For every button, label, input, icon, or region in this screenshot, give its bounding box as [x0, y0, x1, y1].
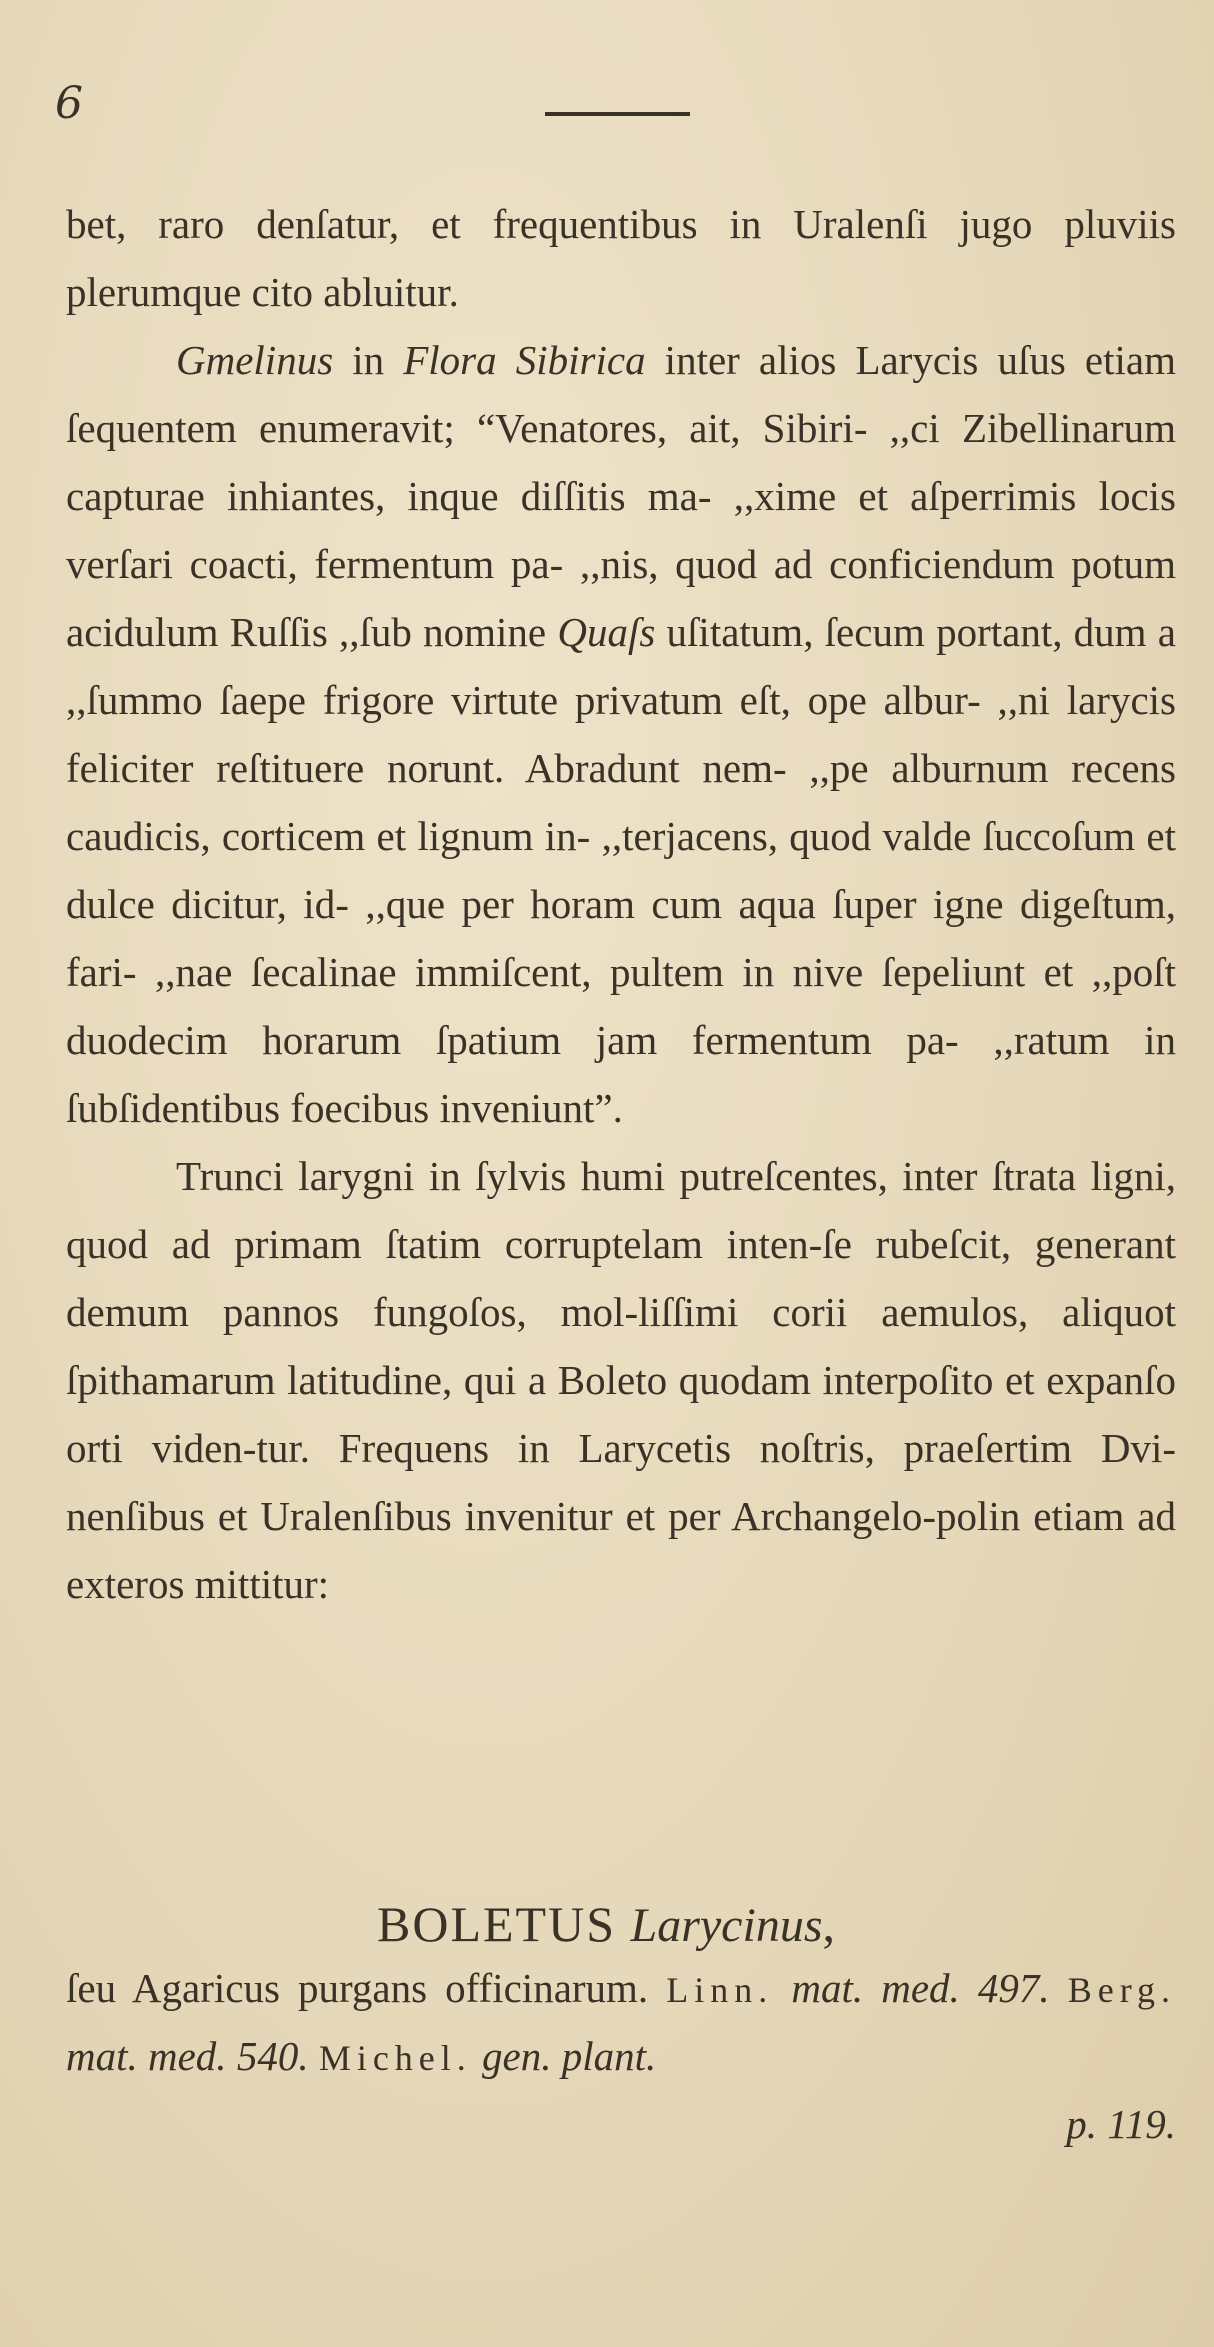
heading-comma: , — [822, 1896, 837, 1952]
reference: mat. med. — [66, 2033, 227, 2079]
text-run: ſeu Agaricus purgans officinarum. — [66, 1965, 649, 2011]
quote-line: ,,terjacens, quod valde ſuccoſum et dulce dicitur, id- — [66, 813, 1177, 927]
quote-line: ,,xime et aſperrimis locis verſari coacti, fermentum pa- — [66, 473, 1177, 587]
reference-number: 540. — [236, 2033, 309, 2079]
quote-line: ,,poſt duodecim horarum ſpatium jam fermentum pa- — [66, 949, 1177, 1063]
reference-number: p. 119. — [1066, 2101, 1176, 2147]
paragraph-2 — [66, 326, 1176, 1142]
reference: mat. med. — [791, 1965, 960, 2011]
author-abbrev: Michel. — [318, 2038, 472, 2078]
genus-name: BOLETUS — [377, 1896, 616, 1952]
quote-line: ,,ſummo ſaepe frigore virtute privatum eſt, ope albur- — [66, 677, 981, 723]
quote-line: ,,pe alburnum recens caudicis, corticem et lignum in- — [66, 745, 1176, 859]
quote-line: ,,ratum in ſubſidentibus foecibus inveniunt”. — [66, 1017, 1176, 1131]
species-name: Larycinus — [630, 1899, 823, 1952]
quote-line: ,,nis, quod ad conficiendum potum acidulum Ruſſis — [66, 541, 1177, 655]
work-title: Flora Sibirica — [403, 337, 646, 383]
quass-word: Quaſs — [557, 609, 656, 655]
quote-line: ,,ni larycis feliciter reſtituere norunt. Abradunt nem- — [66, 677, 1177, 791]
author-abbrev: Berg. — [1067, 1970, 1177, 2010]
author-abbrev: Linn. — [666, 1970, 774, 2010]
body-text — [66, 190, 1176, 1618]
text-run: uſitatum, ſecum portant, dum a — [655, 609, 1177, 655]
synonymy-page-ref — [66, 2091, 1176, 2157]
reference-number: 497. — [977, 1965, 1050, 2011]
species-heading — [0, 1895, 1214, 1953]
header-rule — [545, 112, 690, 116]
paragraph-1: bet, raro denſatur, et frequentibus in Uralenſi jugo pluviis plerumque cito abluitur. — [66, 201, 1176, 315]
quote-line: ,,ci Zibellinarum capturae inhiantes, inque diſſitis ma- — [66, 405, 1177, 519]
synonymy-line — [66, 1955, 1176, 2091]
text-run: in — [333, 337, 404, 383]
quote-line: ,,que per horam cum aqua ſuper igne digeſtum, fari- — [66, 881, 1177, 995]
text-run: inter alios Larycis uſus etiam ſequentem enumeravit; “Venatores, ait, Sibiri- — [66, 337, 1176, 451]
author-name: Gmelinus — [176, 337, 334, 383]
synonymy-block — [66, 1955, 1176, 2157]
quote-line: ,,nae ſecalinae immiſcent, pultem in nive ſepeliunt et — [155, 949, 1074, 995]
text-run: ,,ſub nomine — [339, 609, 558, 655]
page-number: 6 — [55, 78, 83, 129]
paragraph-3: Trunci larygni in ſylvis humi putreſcentes, inter ſtrata ligni, quod ad primam ſtatim corruptelam inten-ſe rubeſcit, generant demum pannos fungoſos, mol-liſſimi corii aemulos, aliquot ſpithamarum latitudine, qui a Boleto quodam interpoſito et expanſo orti viden-tur. Frequens in Larycetis noſtris, praeſertim Dvi-nenſibus et Uralenſibus invenitur et per Archangelo-polin etiam ad exteros mittitur: — [66, 1153, 1176, 1607]
reference: gen. plant. — [482, 2033, 657, 2079]
